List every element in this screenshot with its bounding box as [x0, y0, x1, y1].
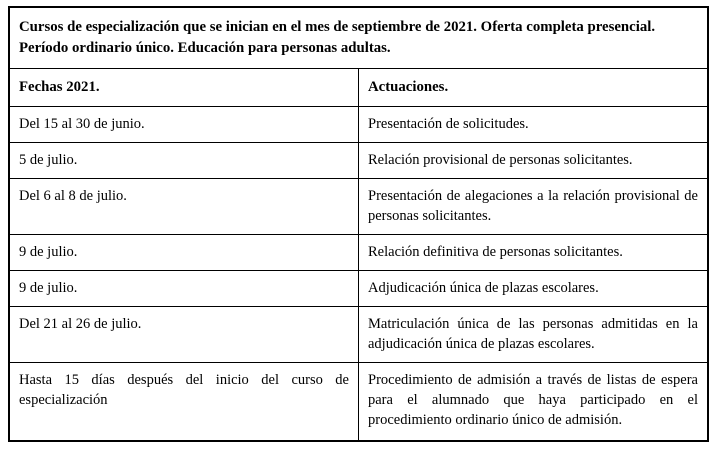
- cell-dates: Del 15 al 30 de junio.: [9, 107, 359, 143]
- cell-dates: 5 de julio.: [9, 143, 359, 179]
- table-row: [9, 235, 708, 271]
- table-row: [9, 363, 708, 442]
- cell-actions: Relación provisional de personas solicitantes.: [359, 143, 709, 179]
- cell-actions: Adjudicación única de plazas escolares.: [359, 271, 709, 307]
- cell-actions: Procedimiento de admisión a través de listas de espera para el alumnado que haya participado en el procedimiento ordinario único de admisión.: [359, 363, 709, 442]
- column-header-dates: Fechas 2021.: [9, 69, 359, 107]
- table-row: [9, 179, 708, 235]
- cell-dates: Hasta 15 días después del inicio del curso de especialización: [9, 363, 359, 442]
- cell-dates: Del 6 al 8 de julio.: [9, 179, 359, 235]
- column-header-actions: Actuaciones.: [359, 69, 709, 107]
- cell-actions: Presentación de solicitudes.: [359, 107, 709, 143]
- table-row: [9, 271, 708, 307]
- table-title: Cursos de especialización que se inician en el mes de septiembre de 2021. Oferta completa presencial. Período ordinario único. Educación para personas adultas.: [9, 7, 708, 69]
- cell-actions: Relación definitiva de personas solicitantes.: [359, 235, 709, 271]
- cell-dates: Del 21 al 26 de julio.: [9, 307, 359, 363]
- cell-dates: 9 de julio.: [9, 235, 359, 271]
- cell-dates: 9 de julio.: [9, 271, 359, 307]
- cell-actions: Matriculación única de las personas admitidas en la adjudicación única de plazas escolares.: [359, 307, 709, 363]
- table-row: [9, 143, 708, 179]
- specialization-courses-table: [8, 6, 709, 442]
- table-header-row: [9, 69, 708, 107]
- cell-actions: Presentación de alegaciones a la relación provisional de personas solicitantes.: [359, 179, 709, 235]
- table-row: [9, 107, 708, 143]
- table-row: [9, 307, 708, 363]
- table-title-row: [9, 7, 708, 69]
